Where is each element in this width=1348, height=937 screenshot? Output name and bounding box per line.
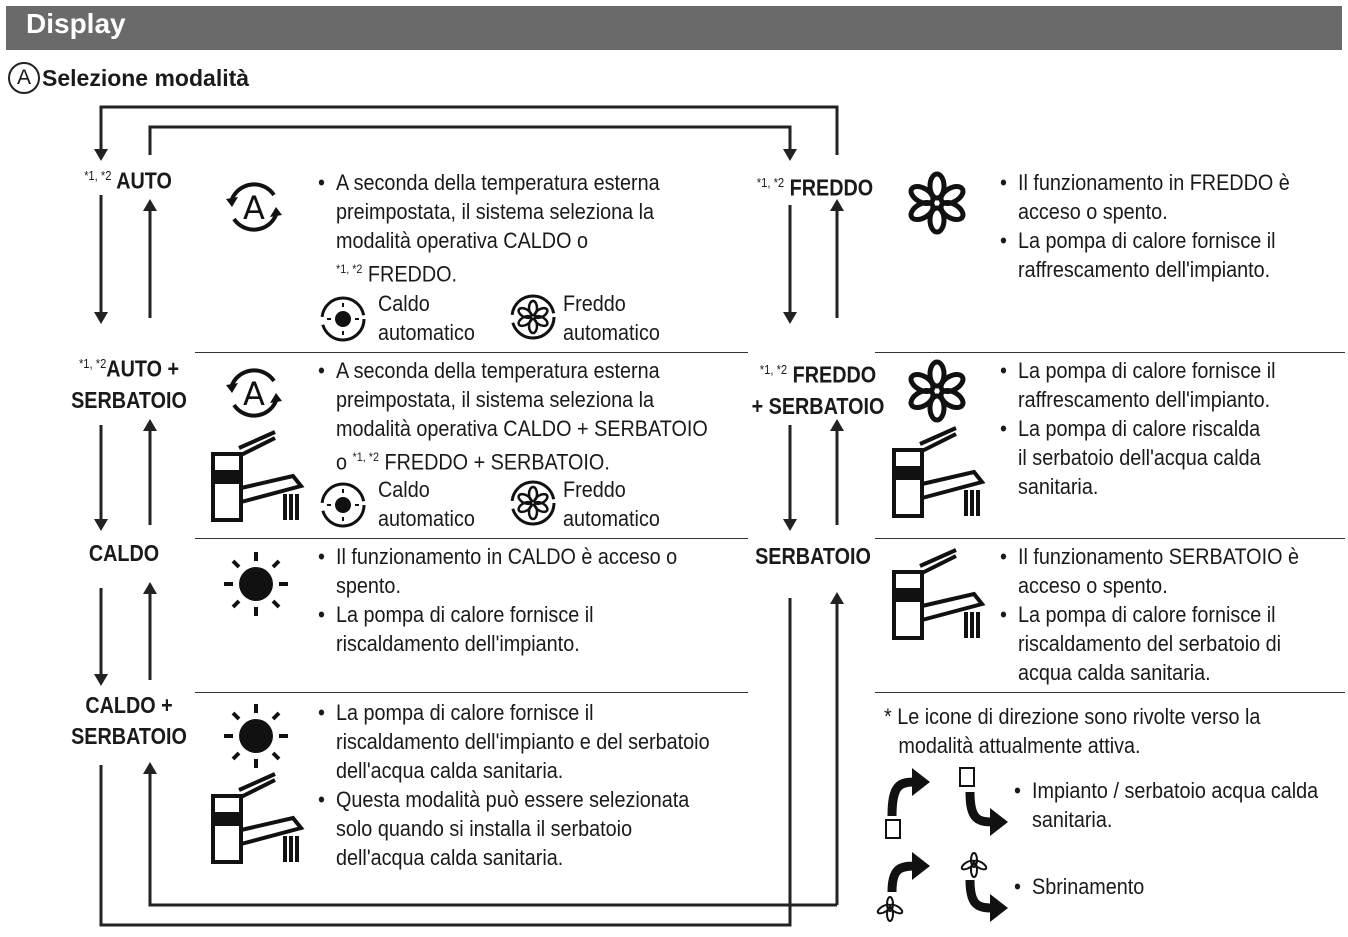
sun-icon xyxy=(220,548,292,620)
faucet-icon xyxy=(886,546,986,644)
faucet-icon xyxy=(205,770,305,868)
sun-icon xyxy=(220,700,292,772)
divider xyxy=(875,352,1345,353)
page-title: Display xyxy=(26,8,126,39)
direction-arrow-icon xyxy=(950,764,1012,840)
auto-cool-label: Freddo automatico xyxy=(563,477,660,531)
divider xyxy=(875,692,1345,693)
defrost-legend: • Sbrinamento xyxy=(1014,874,1145,899)
section-title-text: Selezione modalità xyxy=(42,64,250,91)
auto-heat-icon xyxy=(318,480,368,530)
svg-text:A: A xyxy=(243,189,265,227)
divider xyxy=(195,692,748,693)
svg-text:A: A xyxy=(243,375,265,413)
defrost-icon xyxy=(872,848,934,924)
auto-cool-icon xyxy=(508,292,558,342)
auto-cool-icon xyxy=(508,478,558,528)
auto-mode-icon xyxy=(222,363,286,423)
direction-arrow-icon xyxy=(872,764,934,840)
description-auto: • A seconda della temperatura esterna preimpostata, il sistema seleziona la modalità operativa CALDO o $^{*1, *2}$ FREDDO. xyxy=(318,170,660,287)
auto-heat-icon xyxy=(318,294,368,344)
auto-heat-label: Caldo automatico xyxy=(378,477,475,531)
mode-heat: CALDO xyxy=(88,540,160,566)
defrost-icon xyxy=(950,848,1012,924)
mode-auto-tank: $^{*1, *2}$AUTO + SERBATOIO xyxy=(71,355,187,413)
section-letter: A xyxy=(8,62,40,94)
description-cool-tank: • La pompa di calore fornisce il raffrescamento dell'impianto. • La pompa di calore riscalda il serbatoio dell'acqua calda sanitaria. xyxy=(1000,358,1276,499)
description-heat: • Il funzionamento in CALDO è acceso o spento. • La pompa di calore fornisce il riscaldamento dell'impianto. xyxy=(318,544,678,656)
mode-tank: SERBATOIO xyxy=(755,543,871,569)
faucet-icon xyxy=(886,424,986,522)
snowflake-icon xyxy=(902,358,972,424)
mode-heat-tank: CALDO + SERBATOIO xyxy=(71,692,187,749)
description-tank: • Il funzionamento SERBATOIO è acceso o spento. • La pompa di calore fornisce il riscaldamento del serbatoio di acqua calda sanitaria. xyxy=(1000,544,1300,685)
snowflake-icon xyxy=(902,170,972,236)
faucet-icon xyxy=(205,428,305,526)
direction-note: * Le icone di direzione sono rivolte verso la modalità attualmente attiva. xyxy=(884,704,1261,758)
divider xyxy=(195,538,748,539)
mode-cool-tank: $^{*1, *2}$ FREDDO + SERBATOIO xyxy=(751,361,885,419)
auto-heat-label: Caldo automatico xyxy=(378,291,475,345)
auto-mode-icon xyxy=(222,177,286,237)
description-auto-tank: • A seconda della temperatura esterna preimpostata, il sistema seleziona la modalità operativa CALDO + SERBATOIO o $^{*1, *2}$ FREDDO + SERBATOIO. xyxy=(318,358,708,475)
description-heat-tank: • La pompa di calore fornisce il riscaldamento dell'impianto e del serbatoio dell'acqua calda sanitaria. • Questa modalità può essere selezionata solo quando si installa il serbatoio dell'acqua calda sanitaria. xyxy=(318,700,710,870)
description-cool: • Il funzionamento in FREDDO è acceso o spento. • La pompa di calore fornisce il raffrescamento dell'impianto. xyxy=(1000,170,1290,282)
circuit-legend: • Impianto / serbatoio acqua calda sanitaria. xyxy=(1014,778,1319,832)
mode-cool: $^{*1, *2}$ FREDDO xyxy=(756,174,874,201)
mode-auto: $^{*1, *2}$ AUTO xyxy=(84,167,172,194)
divider xyxy=(875,538,1345,539)
auto-cool-label: Freddo automatico xyxy=(563,291,660,345)
divider xyxy=(195,352,748,353)
